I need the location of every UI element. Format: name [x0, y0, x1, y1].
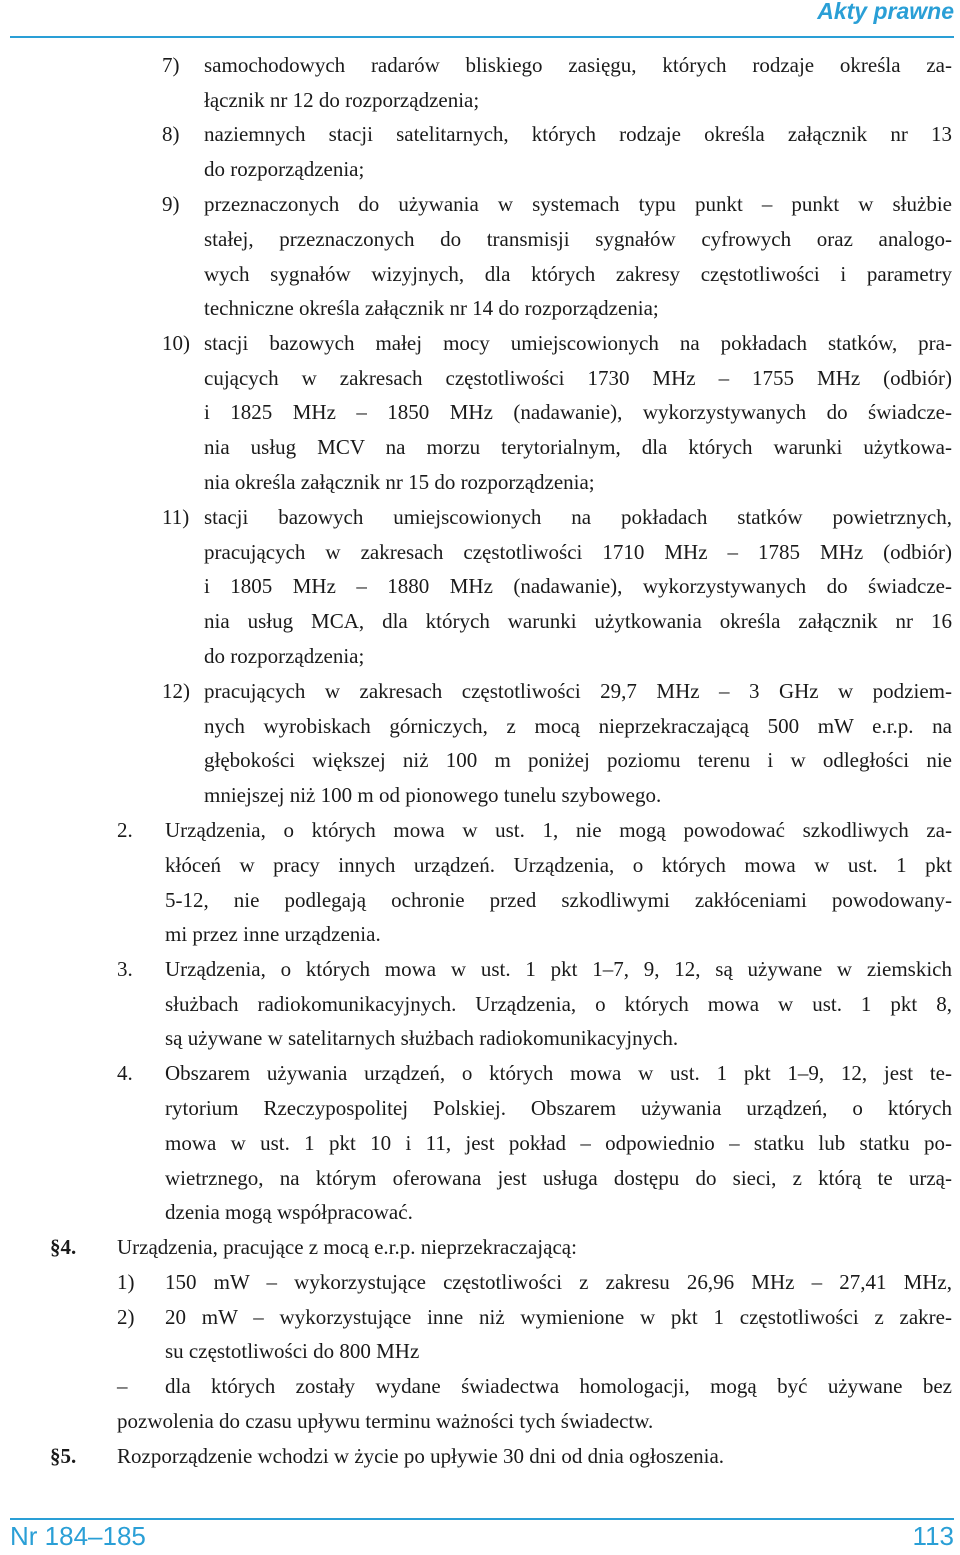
- item-text-line: przeznaczonych do używania w systemach typu punkt – punkt w służbie: [204, 192, 952, 216]
- item-text-line: su częstotliwości do 800 MHz: [165, 1339, 420, 1363]
- item-text-line: 150 mW – wykorzystujące częstotliwości z zakresu 26,96 MHz – 27,41 MHz,: [165, 1270, 952, 1294]
- section-text: Urządzenia, pracujące z mocą e.r.p. nieprzekraczającą:: [117, 1235, 577, 1259]
- item-text-line: pracujących w zakresach częstotliwości 29,7 MHz – 3 GHz w podziem-: [204, 679, 952, 703]
- paragraph-text-line: mowa w ust. 1 pkt 10 i 11, jest pokład – odpowiednio – statku lub statku po-: [165, 1131, 952, 1155]
- item-text-line: cujących w zakresach częstotliwości 1730 MHz – 1755 MHz (odbiór): [204, 366, 952, 390]
- item-text-line: mniejszej niż 100 m od pionowego tunelu szybowego.: [204, 783, 662, 807]
- item-number: 2): [117, 1305, 135, 1329]
- item-number: 8): [162, 122, 180, 146]
- item-text-line: pracujących w zakresach częstotliwości 1710 MHz – 1785 MHz (odbiór): [204, 540, 952, 564]
- paragraph-number: 2.: [117, 818, 133, 842]
- item-text-line: wych sygnałów wizyjnych, dla których zakresy częstotliwości i parametry: [204, 262, 952, 286]
- item-text-line: naziemnych stacji satelitarnych, których rodzaje określa załącznik nr 13: [204, 122, 952, 146]
- item-number: 9): [162, 192, 180, 216]
- item-text-line: nia określa załącznik nr 15 do rozporządzenia;: [204, 470, 595, 494]
- item-text-line: stacji bazowych umiejscowionych na pokładach statków powietrznych,: [204, 505, 952, 529]
- item-text-line: stałej, przeznaczonych do transmisji sygnałów cyfrowych oraz analogo-: [204, 227, 952, 251]
- paragraph-text-line: kłóceń w pracy innych urządzeń. Urządzenia, o których mowa w ust. 1 pkt: [165, 853, 952, 877]
- item-text-line: nia usług MCV na morzu terytorialnym, dla których warunki użytkowa-: [204, 435, 952, 459]
- item-number: 12): [162, 679, 190, 703]
- paragraph-text-line: Urządzenia, o których mowa w ust. 1 pkt 1–7, 9, 12, są używane w ziemskich: [165, 957, 952, 981]
- section-text: Rozporządzenie wchodzi w życie po upływie 30 dni od dnia ogłoszenia.: [117, 1444, 725, 1468]
- item-number: 7): [162, 53, 180, 77]
- item-text-line: łącznik nr 12 do rozporządzenia;: [204, 88, 480, 112]
- header-divider: [10, 36, 954, 38]
- page-number: 113: [912, 1521, 954, 1551]
- item-number: 1): [117, 1270, 135, 1294]
- paragraph-text-line: rytorium Rzeczypospolitej Polskiej. Obszarem używania urządzeń, o których: [165, 1096, 952, 1120]
- paragraph-text-line: wietrznego, na którym oferowana jest usługa dostępu do sieci, z którą te urzą-: [165, 1166, 952, 1190]
- item-text-line: głębokości większej niż 100 m poniżej poziomu terenu i w odległości nie: [204, 748, 952, 772]
- section-title: Akty prawne: [817, 0, 954, 24]
- footer-divider: [10, 1518, 954, 1520]
- item-text-line: nia usług MCA, dla których warunki użytkowania określa załącznik nr 16: [204, 609, 952, 633]
- paragraph-text-line: mi przez inne urządzenia.: [165, 922, 381, 946]
- item-text-line: do rozporządzenia;: [204, 644, 365, 668]
- section-number: §4.: [50, 1235, 77, 1259]
- paragraph-text-line: Urządzenia, o których mowa w ust. 1, nie mogą powodować szkodliwych za-: [165, 818, 952, 842]
- paragraph-text-line: Obszarem używania urządzeń, o których mowa w ust. 1 pkt 1–9, 12, jest te-: [165, 1061, 952, 1085]
- item-number: 10): [162, 331, 190, 355]
- item-text-line: nych wyrobiskach górniczych, z mocą nieprzekraczającą 500 mW e.r.p. na: [204, 714, 952, 738]
- item-text-line: samochodowych radarów bliskiego zasięgu, których rodzaje określa za-: [204, 53, 952, 77]
- dash-marker: –: [117, 1374, 128, 1398]
- item-text-line: techniczne określa załącznik nr 14 do rozporządzenia;: [204, 296, 659, 320]
- section-number: §5.: [50, 1444, 77, 1468]
- item-text-line: i 1805 MHz – 1880 MHz (nadawanie), wykorzystywanych do świadcze-: [204, 574, 952, 598]
- item-number: 11): [162, 505, 190, 529]
- paragraph-number: 4.: [117, 1061, 133, 1085]
- paragraph-text-line: 5-12, nie podlegają ochronie przed szkodliwymi zakłóceniami powodowany-: [165, 888, 952, 912]
- paragraph-text-line: służbach radiokomunikacyjnych. Urządzenia, o których mowa w ust. 1 pkt 8,: [165, 992, 952, 1016]
- item-text-line: i 1825 MHz – 1850 MHz (nadawanie), wykorzystywanych do świadcze-: [204, 400, 952, 424]
- item-text-line: 20 mW – wykorzystujące inne niż wymienione w pkt 1 częstotliwości z zakre-: [165, 1305, 952, 1329]
- issue-number: Nr 184–185: [10, 1521, 146, 1551]
- section-tail-line: pozwolenia do czasu upływu terminu ważności tych świadectw.: [117, 1409, 654, 1433]
- section-tail-line: dla których zostały wydane świadectwa homologacji, mogą być używane bez: [165, 1374, 952, 1398]
- paragraph-text-line: dzenia mogą współpracować.: [165, 1200, 413, 1224]
- paragraph-text-line: są używane w satelitarnych służbach radiokomunikacyjnych.: [165, 1026, 679, 1050]
- item-text-line: stacji bazowych małej mocy umiejscowionych na pokładach statków, pra-: [204, 331, 952, 355]
- item-text-line: do rozporządzenia;: [204, 157, 365, 181]
- paragraph-number: 3.: [117, 957, 133, 981]
